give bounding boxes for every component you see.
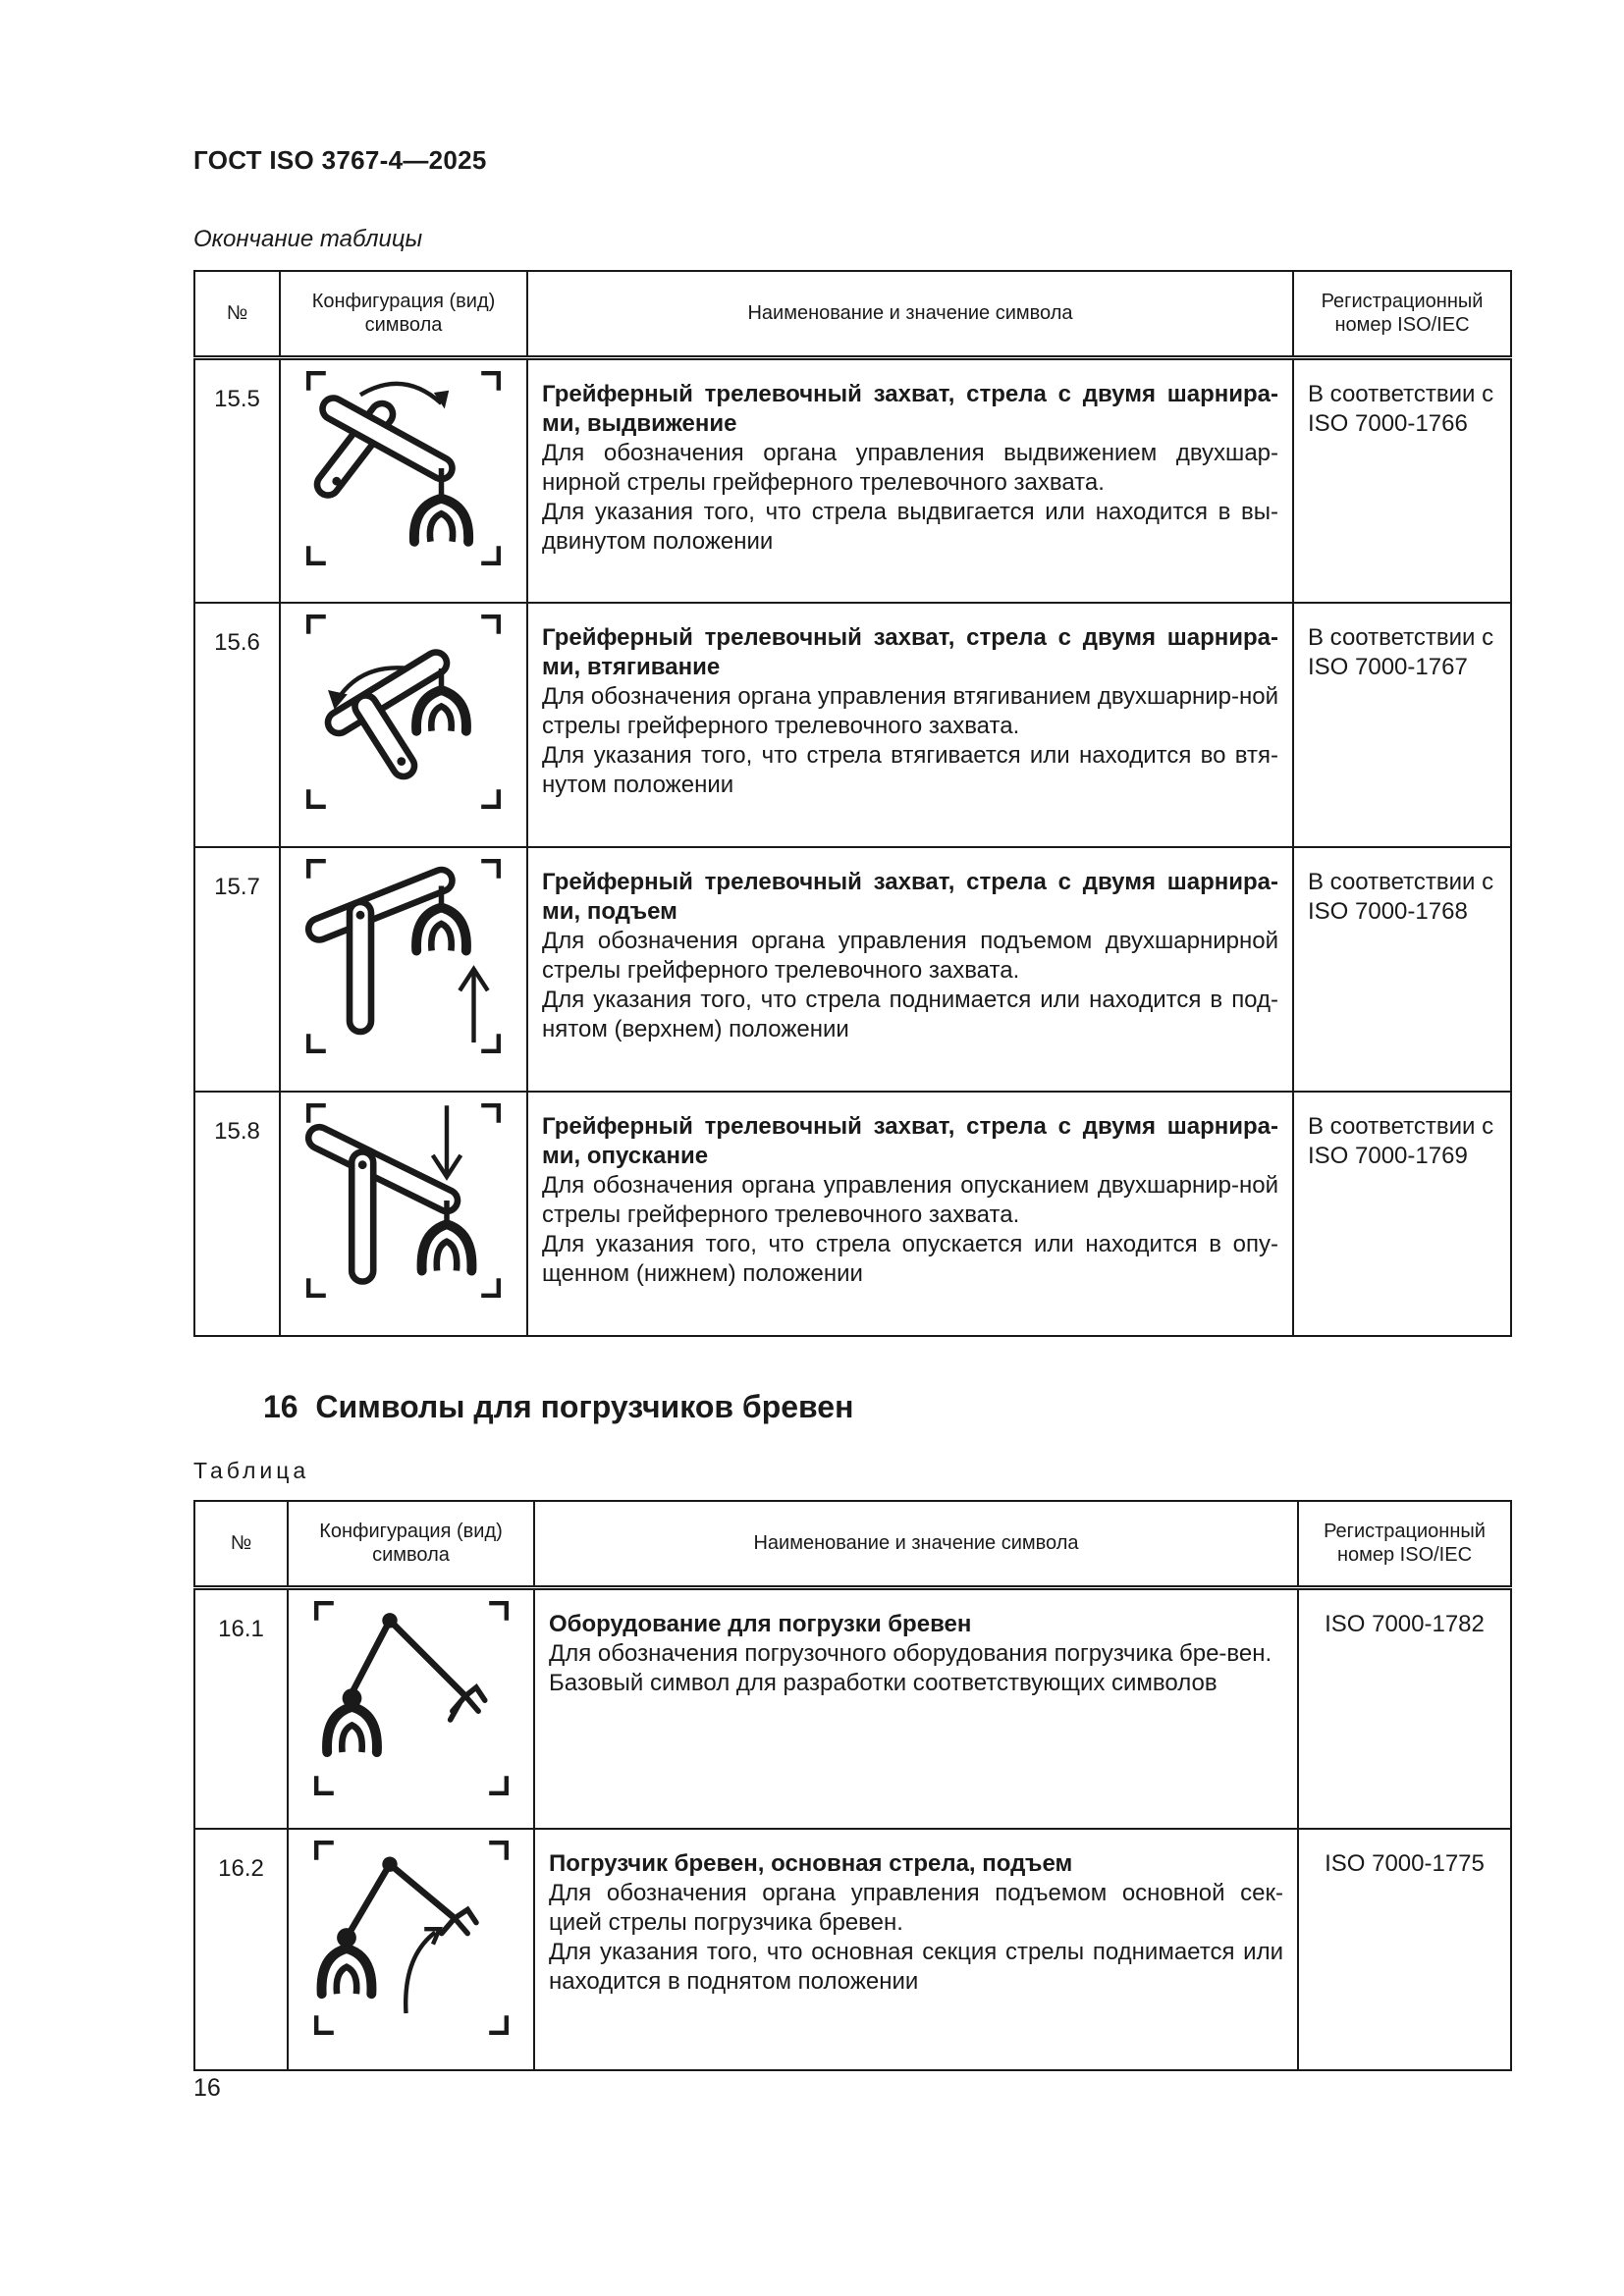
symbol-cell [280, 603, 527, 847]
symbol-purpose: Для обозначения органа управления втягиванием двухшарнир-ной стрелы грейферного трелевочного захвата. [542, 683, 1279, 739]
table-header-row [194, 1501, 1511, 1587]
continuation-caption: Окончание таблицы [193, 226, 423, 252]
section-title: Символы для погрузчиков бревен [315, 1389, 854, 1424]
symbol-purpose: Для обозначения органа управления выдвижением двухшар-нирной стрелы грейферного трелевочного захвата. [542, 439, 1278, 496]
table-row [194, 1587, 1511, 1829]
registration-cell: В соответствии с ISO 7000-1768 [1293, 847, 1511, 1092]
section-heading [263, 1389, 853, 1425]
symbol-cell [280, 357, 527, 603]
document-code: ГОСТ ISO 3767-4—2025 [193, 145, 487, 175]
table-caption: Таблица [193, 1458, 310, 1483]
symbol-title: Грейферный трелевочный захват, стрела с двумя шарнира-ми, втягивание [542, 624, 1278, 680]
log-loader-equipment-icon [303, 1590, 519, 1806]
description-cell [534, 1829, 1298, 2070]
symbol-purpose: Для обозначения органа управления опусканием двухшарнир-ной стрелы грейферного трелевочного захвата. [542, 1172, 1278, 1228]
symbol-purpose: Для обозначения органа управления подъемом основной сек-цией стрелы погрузчика бревен. [549, 1880, 1283, 1936]
symbols-table-16 [193, 1500, 1512, 2071]
symbol-purpose: Для обозначения погрузочного оборудования погрузчика бре-вен. [549, 1639, 1272, 1667]
column-header-name: Наименование и значение символа [527, 271, 1293, 357]
symbol-cell [288, 1829, 534, 2070]
symbol-title: Грейферный трелевочный захват, стрела с двумя шарнира-ми, подъем [542, 869, 1278, 925]
registration-cell: ISO 7000-1782 [1298, 1587, 1511, 1829]
symbol-purpose: Для обозначения органа управления подъемом двухшарнирной стрелы грейферного трелевочного захвата. [542, 928, 1278, 984]
row-number: 16.2 [194, 1829, 288, 2070]
row-number: 16.1 [194, 1587, 288, 1829]
grapple-boom-lower-icon [296, 1093, 512, 1308]
column-header-num: № [194, 1501, 288, 1587]
registration-cell: В соответствии с ISO 7000-1767 [1293, 603, 1511, 847]
symbol-title: Грейферный трелевочный захват, стрела с двумя шарнира-ми, опускание [542, 1113, 1278, 1169]
table-row [194, 847, 1511, 1092]
symbol-cell [280, 1092, 527, 1336]
column-header-num: № [194, 271, 280, 357]
symbol-cell [288, 1587, 534, 1829]
registration-cell: В соответствии с ISO 7000-1769 [1293, 1092, 1511, 1336]
row-number: 15.6 [194, 603, 280, 847]
page-number: 16 [193, 2074, 221, 2102]
column-header-name: Наименование и значение символа [534, 1501, 1298, 1587]
column-header-config: Конфигурация (вид) символа [280, 271, 527, 357]
registration-cell: В соответствии с ISO 7000-1766 [1293, 357, 1511, 603]
description-cell [527, 847, 1293, 1092]
symbol-indication: Для указания того, что стрела поднимается или находится в под-нятом (верхнем) положении [542, 987, 1278, 1042]
description-cell [527, 603, 1293, 847]
grapple-boom-retract-icon [296, 604, 512, 820]
table-row [194, 1829, 1511, 2070]
symbol-indication: Для указания того, что стрела опускается или находится в опу-щенном (нижнем) положении [542, 1231, 1278, 1287]
symbol-indication: Для указания того, что стрела втягивается или находится во втя-нутом положении [542, 742, 1278, 798]
symbol-title: Погрузчик бревен, основная стрела, подъем [549, 1850, 1073, 1877]
grapple-boom-raise-icon [296, 848, 512, 1064]
description-cell [527, 1092, 1293, 1336]
description-cell [527, 357, 1293, 603]
symbol-title: Грейферный трелевочный захват, стрела с двумя шарнира-ми, выдвижение [542, 380, 1278, 437]
table-row [194, 357, 1511, 603]
column-header-reg: Регистрационный номер ISO/IEC [1298, 1501, 1511, 1587]
symbol-indication: Базовый символ для разработки соответствующих символов [549, 1669, 1218, 1696]
symbol-indication: Для указания того, что стрела выдвигается или находится в вы-двинутом положении [542, 498, 1278, 555]
symbol-cell [280, 847, 527, 1092]
description-cell [534, 1587, 1298, 1829]
column-header-reg: Регистрационный номер ISO/IEC [1293, 271, 1511, 357]
row-number: 15.5 [194, 357, 280, 603]
table-row [194, 1092, 1511, 1336]
symbol-title: Оборудование для погрузки бревен [549, 1610, 972, 1637]
column-header-config: Конфигурация (вид) символа [288, 1501, 534, 1587]
table-header-row [194, 271, 1511, 357]
symbols-table-15 [193, 270, 1512, 1337]
row-number: 15.8 [194, 1092, 280, 1336]
section-number: 16 [263, 1389, 298, 1424]
row-number: 15.7 [194, 847, 280, 1092]
table-row [194, 603, 1511, 847]
registration-cell: ISO 7000-1775 [1298, 1829, 1511, 2070]
log-loader-main-boom-raise-icon [303, 1830, 519, 2046]
symbol-indication: Для указания того, что основная секция стрелы поднимается или находится в поднятом положении [549, 1939, 1283, 1995]
grapple-boom-extend-icon [296, 360, 512, 576]
